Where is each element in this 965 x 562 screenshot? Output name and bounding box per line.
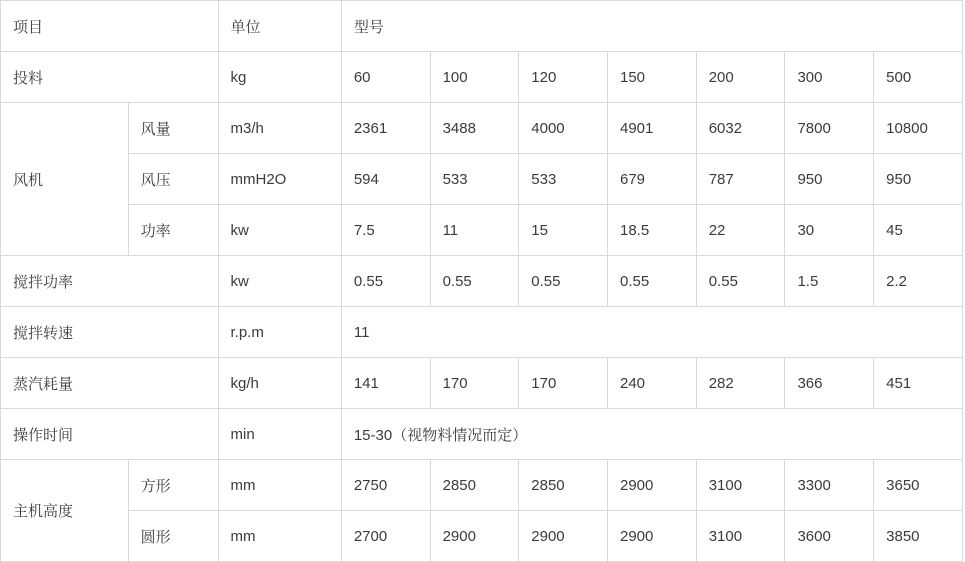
header-model: 型号	[341, 1, 962, 52]
table-cell: 0.55	[608, 256, 697, 307]
table-cell: 451	[874, 358, 963, 409]
table-cell: 2900	[608, 460, 697, 511]
header-item: 项目	[1, 1, 219, 52]
table-cell: 150	[608, 52, 697, 103]
table-row	[1, 256, 963, 307]
row-unit: kg/h	[218, 358, 341, 409]
table-cell: 10800	[874, 103, 963, 154]
row-unit: min	[218, 409, 341, 460]
table-cell: 282	[696, 358, 785, 409]
table-cell: 533	[519, 154, 608, 205]
table-row	[1, 52, 963, 103]
table-cell: 2900	[519, 511, 608, 562]
table-cell: 950	[874, 154, 963, 205]
table-row	[1, 511, 963, 562]
table-cell: 170	[430, 358, 519, 409]
table-row	[1, 103, 963, 154]
table-cell: 0.55	[341, 256, 430, 307]
table-cell: 170	[519, 358, 608, 409]
table-cell-merged: 11	[341, 307, 962, 358]
table-cell: 0.55	[696, 256, 785, 307]
row-label: 操作时间	[1, 409, 219, 460]
table-cell: 6032	[696, 103, 785, 154]
table-cell: 7.5	[341, 205, 430, 256]
row-label: 投料	[1, 52, 219, 103]
table-row	[1, 307, 963, 358]
table-cell: 240	[608, 358, 697, 409]
row-group-label-height: 主机高度	[1, 460, 129, 562]
table-cell: 30	[785, 205, 874, 256]
table-row	[1, 460, 963, 511]
row-unit: kw	[218, 205, 341, 256]
table-cell: 11	[430, 205, 519, 256]
table-cell: 7800	[785, 103, 874, 154]
table-cell: 366	[785, 358, 874, 409]
table-row	[1, 154, 963, 205]
table-cell: 18.5	[608, 205, 697, 256]
table-row	[1, 358, 963, 409]
table-cell: 3850	[874, 511, 963, 562]
row-sublabel: 功率	[128, 205, 218, 256]
table-cell: 3488	[430, 103, 519, 154]
table-cell: 2.2	[874, 256, 963, 307]
table-cell: 300	[785, 52, 874, 103]
table-cell: 679	[608, 154, 697, 205]
table-cell: 2361	[341, 103, 430, 154]
table-cell: 533	[430, 154, 519, 205]
table-cell: 2750	[341, 460, 430, 511]
table-header-row	[1, 1, 963, 52]
table-cell: 60	[341, 52, 430, 103]
row-unit: m3/h	[218, 103, 341, 154]
table-cell: 22	[696, 205, 785, 256]
row-sublabel: 风量	[128, 103, 218, 154]
row-sublabel: 风压	[128, 154, 218, 205]
row-unit: mmH2O	[218, 154, 341, 205]
table-cell: 3650	[874, 460, 963, 511]
table-cell: 4000	[519, 103, 608, 154]
table-cell: 500	[874, 52, 963, 103]
table-cell: 3600	[785, 511, 874, 562]
row-unit: mm	[218, 460, 341, 511]
table-cell: 120	[519, 52, 608, 103]
table-cell: 1.5	[785, 256, 874, 307]
row-unit: r.p.m	[218, 307, 341, 358]
row-sublabel: 圆形	[128, 511, 218, 562]
table-cell: 950	[785, 154, 874, 205]
table-cell: 0.55	[430, 256, 519, 307]
table-cell: 2900	[430, 511, 519, 562]
table-cell: 2900	[608, 511, 697, 562]
table-cell: 100	[430, 52, 519, 103]
row-group-label-fan: 风机	[1, 103, 129, 256]
row-unit: kg	[218, 52, 341, 103]
table-cell: 3100	[696, 460, 785, 511]
table-cell: 2850	[519, 460, 608, 511]
table-cell: 45	[874, 205, 963, 256]
table-cell: 787	[696, 154, 785, 205]
table-cell: 0.55	[519, 256, 608, 307]
table-cell: 3100	[696, 511, 785, 562]
header-unit: 单位	[218, 1, 341, 52]
table-cell: 141	[341, 358, 430, 409]
row-sublabel: 方形	[128, 460, 218, 511]
table-cell-merged: 15-30（视物料情况而定）	[341, 409, 962, 460]
row-label: 搅拌转速	[1, 307, 219, 358]
table-cell: 2700	[341, 511, 430, 562]
row-label: 搅拌功率	[1, 256, 219, 307]
table-cell: 4901	[608, 103, 697, 154]
row-label: 蒸汽耗量	[1, 358, 219, 409]
table-row	[1, 409, 963, 460]
table-cell: 15	[519, 205, 608, 256]
table-cell: 3300	[785, 460, 874, 511]
table-cell: 594	[341, 154, 430, 205]
table-cell: 2850	[430, 460, 519, 511]
row-unit: kw	[218, 256, 341, 307]
row-unit: mm	[218, 511, 341, 562]
table-cell: 200	[696, 52, 785, 103]
table-row	[1, 205, 963, 256]
